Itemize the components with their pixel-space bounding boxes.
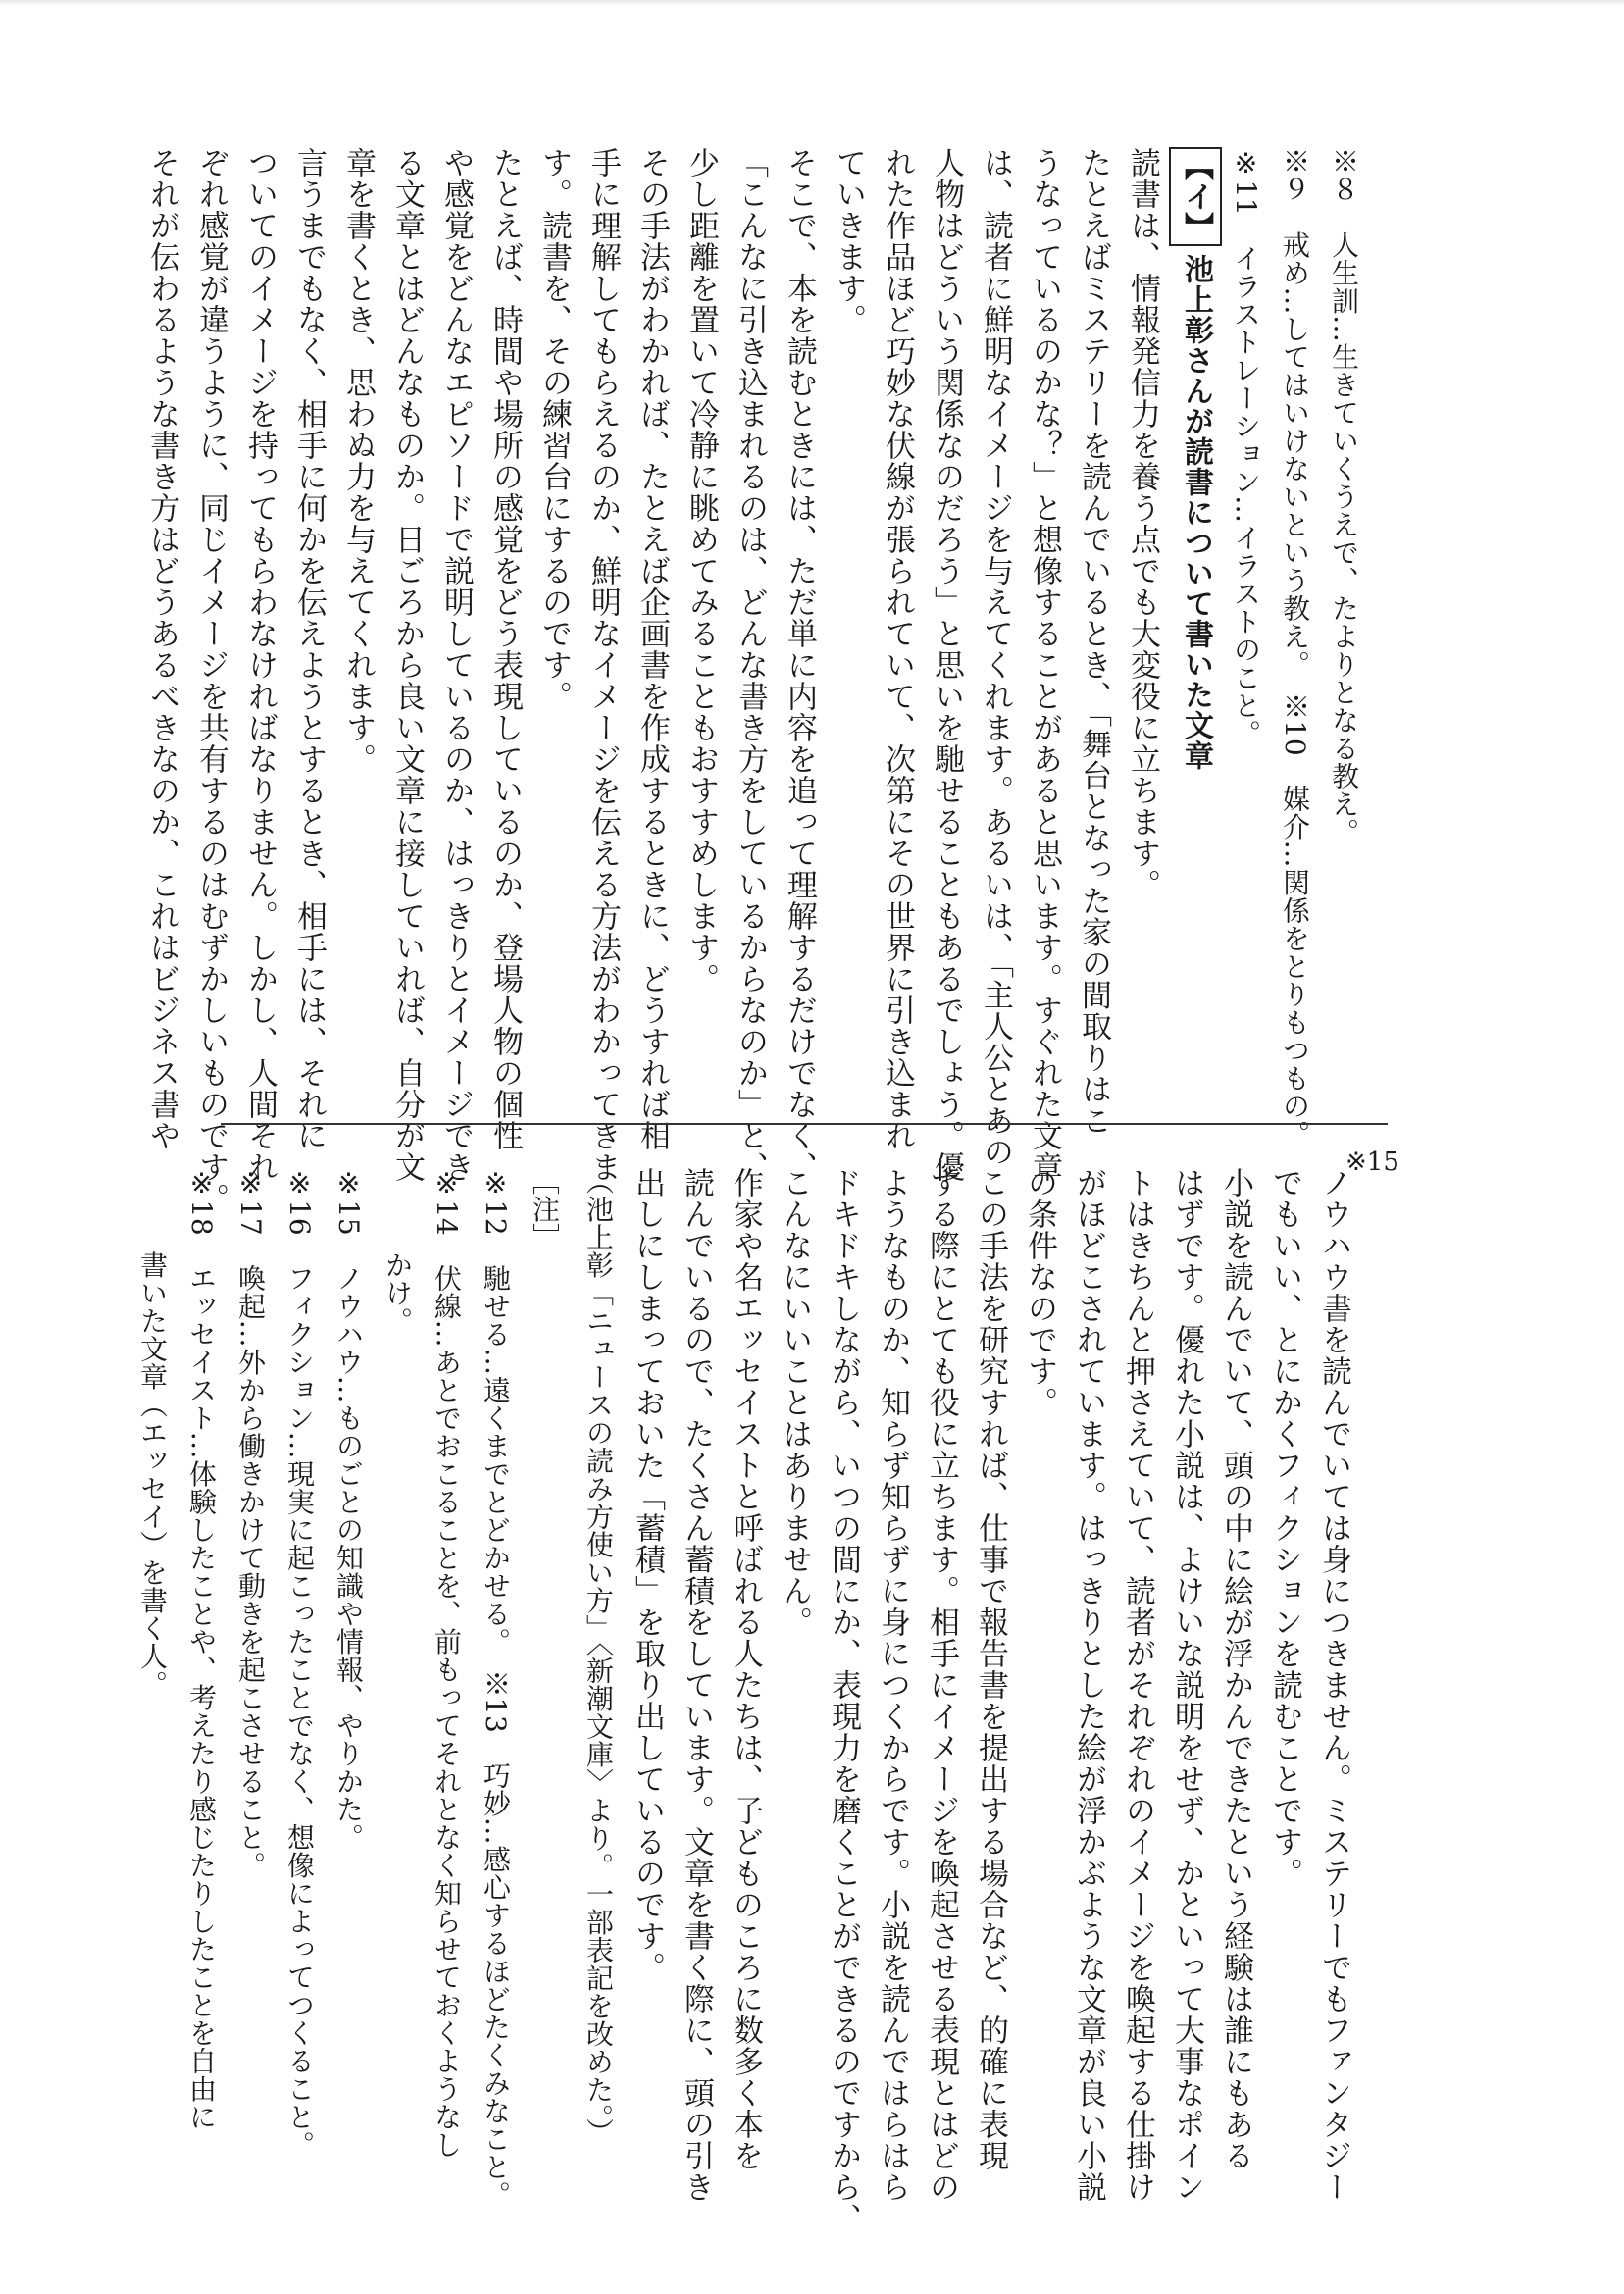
upper-line-20: ぞれ感覚が違うように、同じイメージを共有するのはむずかしいものです。 xyxy=(193,147,228,1214)
footnote-12-13: ※12 馳せる…遠くまでとどかせる。 ※13 巧妙…感心するほどたくみなこと。 xyxy=(480,1167,512,2209)
lower-line-15: 出しにしまっておいた「蓄積」を取り出しているのです。 xyxy=(630,1167,665,1983)
lower-line-12: こんなにいいことはありません。 xyxy=(777,1167,812,1638)
upper-line-2: たとえばミステリーを読んでいるとき、「舞台となった家の間取りはこ xyxy=(1076,147,1111,1137)
upper-line-15: や感覚をどんなエピソードで説明しているのか、はっきりとイメージでき xyxy=(438,147,474,1183)
upper-line-5: 人物はどういう関係なのだろう」と思いを馳せることもあるでしょう。優 xyxy=(929,147,964,1183)
footnote-14: ※14 伏線…あとでおこることを、前もってそれとなく知らせておくようなし xyxy=(431,1167,463,2159)
lower-line-1: ノウハウ書を読んでいては身につきません。ミステリーでもファンタジー xyxy=(1316,1167,1351,2203)
footnote-17: ※17 喚起…外から働きかけて動きを起こさせること。 xyxy=(234,1167,267,1879)
lower-line-9: する際にとても役に立ちます。相手にイメージを喚起させる表現とはどの xyxy=(924,1167,959,2203)
upper-line-14: たとえば、時間や場所の感覚をどう表現しているのか、登場人物の個性 xyxy=(487,147,523,1151)
lower-line-13: 作家や名エッセイストと呼ばれる人たちは、子どものころに数多く本を xyxy=(728,1167,763,2171)
upper-line-8: そこで、本を読むときには、ただ単に内容を追って理解するだけでなく、 xyxy=(782,147,817,1183)
notes-label: ［注］ xyxy=(529,1167,561,1251)
footnote-18-cont: 書いた文章（エッセイ）を書く人。 xyxy=(136,1167,169,1699)
margin-footnote-mark: ※15 xyxy=(1345,1147,1399,1177)
footnote-15: ※15 ノウハウ…ものごとの知識や情報、やりかた。 xyxy=(332,1167,365,1852)
scan-top-edge xyxy=(0,0,1624,6)
lower-line-3: 小説を読んでいて、頭の中に絵が浮かんできたという経験は誰にもある xyxy=(1218,1167,1253,2171)
upper-line-9: 「こんなに引き込まれるのは、どんな書き方をしているからなのか」と、 xyxy=(733,147,768,1183)
upper-line-21: それが伝わるような書き方はどうあるべきなのか、これはビジネス書や xyxy=(144,147,179,1151)
lower-line-6: がほどこされています。はっきりとした絵が浮かぶような文章が良い小説 xyxy=(1071,1167,1106,2203)
lower-line-4: はずです。優れた小説は、よけいな説明をせず、かといって大事なポイン xyxy=(1169,1167,1204,2203)
lower-line-2: でもいい、とにかくフィクションを読むことです。 xyxy=(1267,1167,1302,1889)
upper-line-6: れた作品ほど巧妙な伏線が張られていて、次第にその世界に引き込まれ xyxy=(880,147,915,1151)
section-title: 池上彰さんが読書について書いた文章 xyxy=(1179,254,1213,771)
upper-line-1: 読書は、情報発信力を養う点でも大変役に立ちます。 xyxy=(1125,147,1160,900)
lower-line-11: ドキドキしながら、いつの間にか、表現力を磨くことができるのですから、 xyxy=(826,1167,861,2234)
upper-line-3: うなっているのかな？」と想像することがあると思います。すぐれた文章 xyxy=(1027,147,1062,1183)
footnote-14-cont: かけ。 xyxy=(381,1167,414,1335)
lower-line-8: この手法を研究すれば、仕事で報告書を提出する場合など、的確に表現 xyxy=(973,1167,1008,2171)
lower-line-14: 読んでいるので、たくさん蓄積をしています。文章を書く際に、頭の引き xyxy=(679,1167,714,2203)
upper-line-10: 少し距離を置いて冷静に眺めてみることもおすすめします。 xyxy=(684,147,719,994)
upper-line-11: その手法がわかれば、たとえば企画書を作成するときに、どうすれば相 xyxy=(634,147,670,1151)
section-divider xyxy=(221,1123,1388,1125)
section-heading xyxy=(1169,147,1222,1113)
source-citation: （池上彰「ニュースの読み方使い方」〈新潮文庫〉より。一部表記を改めた。） xyxy=(583,1167,615,2146)
upper-line-16: る文章とはどんなものか。日ごろから良い文章に接していれば、自分が文 xyxy=(389,147,425,1183)
footnote-9-10: ※９ 戒め…してはいけないという教え。 ※10 媒介…関係をとりもつもの。 xyxy=(1279,147,1311,1148)
upper-line-12: 手に理解してもらえるのか、鮮明なイメージを伝える方法がわかってきま xyxy=(585,147,621,1183)
lower-line-10: ようなものか、知らず知らずに身につくからです。小説を読んではらはら xyxy=(875,1167,910,2203)
footnote-16: ※16 フィクション…現実に起こったことでなく、想像によってつくること。 xyxy=(283,1167,316,2159)
upper-line-19: ついてのイメージを持ってもらわなければなりません。しかし、人間それ xyxy=(242,147,278,1183)
lower-line-7: の条件なのです。 xyxy=(1022,1167,1057,1418)
upper-line-17: 章を書くとき、思わぬ力を与えてくれます。 xyxy=(340,147,376,775)
footnote-11: ※11 イラストレーション…イラストのこと。 xyxy=(1230,147,1262,747)
footnote-18: ※18 エッセイスト…体験したことや、考えたり感じたりしたことを自由に xyxy=(185,1167,218,2131)
upper-line-4: は、読者に鮮明なイメージを与えてくれます。あるいは、「主人公とあの xyxy=(978,147,1013,1168)
upper-line-7: ていきます。 xyxy=(831,147,866,335)
section-tag: 【イ】 xyxy=(1169,147,1222,246)
lower-line-5: トはきちんと押さえていて、読者がそれぞれのイメージを喚起する仕掛け xyxy=(1120,1167,1155,2203)
upper-line-18: 言うまでもなく、相手に何かを伝えようとするとき、相手には、それに xyxy=(291,147,327,1151)
upper-line-13: す。読書を、その練習台にするのです。 xyxy=(536,147,572,712)
footnote-8: ※８ 人生訓…生きていくうえで、たよりとなる教え。 xyxy=(1328,147,1360,846)
